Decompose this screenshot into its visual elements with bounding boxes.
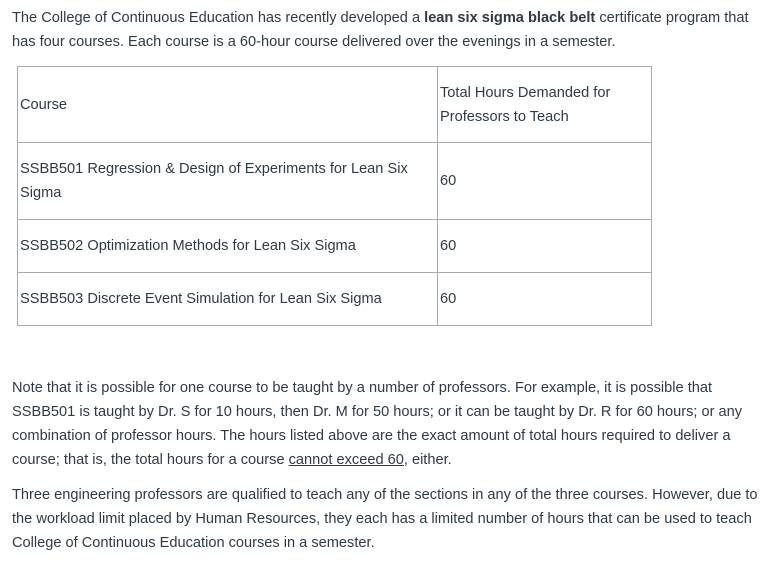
- course-hours-table: [17, 66, 652, 326]
- header-hours: Total Hours Demanded for Professors to Teach: [438, 67, 652, 143]
- hours-cell: 60: [438, 273, 652, 326]
- course-cell: SSBB501 Regression & Design of Experiments for Lean Six Sigma: [18, 143, 438, 220]
- intro-text: The College of Continuous Education has recently developed a: [12, 10, 425, 26]
- table-row: [18, 220, 652, 273]
- note-underlined-text: cannot exceed 60: [288, 452, 404, 468]
- table-header-row: [18, 67, 652, 143]
- hours-cell: 60: [438, 143, 652, 220]
- course-cell: SSBB502 Optimization Methods for Lean Six Sigma: [18, 220, 438, 273]
- note-text-end: , either.: [403, 452, 452, 468]
- intro-text-end: certificate program that has four courses. Each course is a 60-hour course delivered over the evenings in a semester.: [12, 10, 749, 50]
- note-paragraph: [12, 376, 759, 472]
- hours-cell: 60: [438, 220, 652, 273]
- intro-bold-text: lean six sigma black belt: [424, 10, 596, 26]
- table-row: [18, 143, 652, 220]
- note-text: Note that it is possible for one course to be taught by a number of professors. For example, it is possible that SSBB501 is taught by Dr. S for 10 hours, then Dr. M for 50 hours; or it can be taught by Dr. R for 60 hours; or any combination of professor hours. The hours listed above are the exact amount of total hours required to deliver a course; that is, the total hours for a course: [12, 380, 743, 468]
- table-row: [18, 273, 652, 326]
- intro-paragraph: [12, 6, 759, 54]
- professors-paragraph: Three engineering professors are qualified to teach any of the sections in any of the three courses. However, due to the workload limit placed by Human Resources, they each has a limited number of hours that can be used to teach College of Continuous Education courses in a semester.: [12, 487, 758, 551]
- header-course: Course: [18, 67, 438, 143]
- course-cell: SSBB503 Discrete Event Simulation for Lean Six Sigma: [18, 273, 438, 326]
